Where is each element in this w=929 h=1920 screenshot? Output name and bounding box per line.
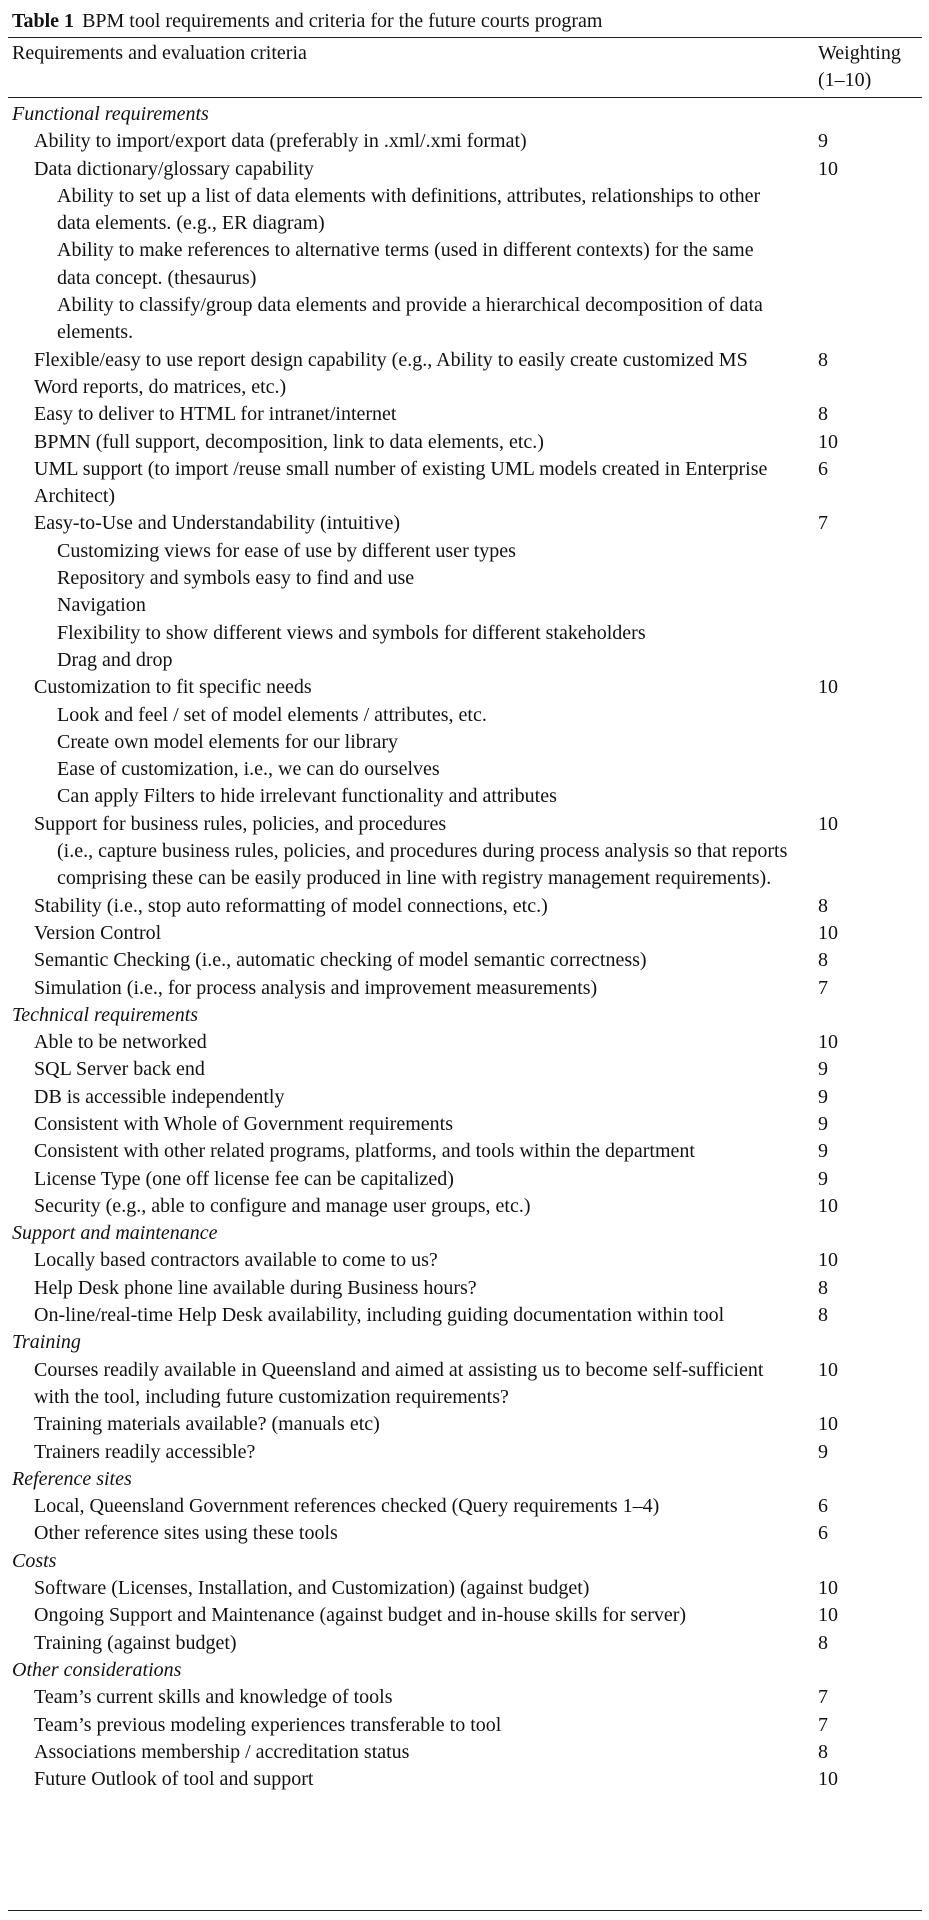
- weighting-value: [800, 838, 910, 893]
- category-label: Training: [12, 1331, 81, 1354]
- table-row: [0, 702, 929, 729]
- table-row: [0, 1411, 929, 1438]
- weighting-value: 6: [818, 1495, 828, 1518]
- table-row: [0, 1520, 929, 1547]
- criterion-text: Support for business rules, policies, and procedures: [34, 812, 447, 835]
- weighting-value: [800, 783, 910, 810]
- criterion-text: Ability to set up a list of data elements with definitions, attributes, relationships to other data elements. (e.g., ER diagram): [57, 184, 761, 235]
- weighting-value: [800, 756, 910, 783]
- table-row: [0, 592, 929, 619]
- weighting-value: 6: [818, 457, 828, 480]
- table-row: [0, 510, 929, 537]
- category-label: Functional requirements: [12, 103, 209, 125]
- weighting-value: 8: [818, 1631, 828, 1654]
- table-row: [0, 1302, 929, 1329]
- criterion-text: Can apply Filters to hide irrelevant functionality and attributes: [57, 785, 557, 808]
- table-row: [0, 1247, 929, 1274]
- table-row: [0, 401, 929, 428]
- weighting-value: 10: [818, 1031, 838, 1054]
- criterion-text: Other reference sites using these tools: [34, 1522, 338, 1545]
- weighting-value: 9: [818, 1112, 828, 1135]
- table-row: [0, 756, 929, 783]
- weighting-value: 8: [818, 1740, 828, 1763]
- criterion-text: Semantic Checking (i.e., automatic checking of model semantic correctness): [34, 949, 647, 972]
- criterion-text: License Type (one off license fee can be capitalized): [34, 1167, 454, 1190]
- column-header-weighting: [818, 40, 918, 94]
- category-label: Support and maintenance: [12, 1222, 218, 1245]
- criterion-text: Create own model elements for our library: [57, 730, 398, 753]
- table-row: [0, 1166, 929, 1193]
- weighting-value: 9: [818, 1058, 828, 1081]
- table-row: [0, 1439, 929, 1466]
- table-row: [0, 1275, 929, 1302]
- weighting-value: 7: [818, 512, 828, 535]
- weighting-value: 10: [818, 1358, 838, 1381]
- weighting-value: 10: [818, 1194, 838, 1217]
- weighting-header-line2: (1–10): [818, 69, 872, 91]
- table-row: [0, 838, 929, 893]
- table-row: [0, 975, 929, 1002]
- table-row: [0, 1357, 929, 1412]
- weighting-value: 10: [818, 157, 838, 180]
- weighting-value: 6: [818, 1522, 828, 1545]
- weighting-value: 8: [818, 403, 828, 426]
- table-row: [0, 347, 929, 402]
- criterion-text: Security (e.g., able to configure and manage user groups, etc.): [34, 1194, 531, 1217]
- criterion-text: Courses readily available in Queensland and aimed at assisting us to become self-sufficient with the tool, including future customization requirements?: [34, 1358, 764, 1408]
- weighting-value: 9: [818, 1167, 828, 1190]
- criterion-text: Training (against budget): [34, 1631, 237, 1654]
- weighting-value: 7: [818, 976, 828, 999]
- weighting-value: 10: [818, 1577, 838, 1600]
- criterion-text: Trainers readily accessible?: [34, 1440, 256, 1463]
- category-row: [0, 1220, 929, 1247]
- header-rule: [8, 97, 922, 98]
- criterion-text: Local, Queensland Government references checked (Query requirements 1–4): [34, 1495, 660, 1518]
- table-row: [0, 156, 929, 183]
- criterion-text: Customizing views for ease of use by different user types: [57, 539, 516, 562]
- criterion-text: Flexible/easy to use report design capability (e.g., Ability to easily create customized MS Word reports, do matrices, etc.): [34, 348, 748, 398]
- table-row: [0, 183, 929, 238]
- criterion-text: Locally based contractors available to come to us?: [34, 1249, 438, 1272]
- criterion-text: Associations membership / accreditation status: [34, 1740, 410, 1763]
- weighting-value: [800, 1657, 910, 1684]
- table-row: [0, 811, 929, 838]
- criterion-text: UML support (to import /reuse small number of existing UML models created in Enterprise Architect): [34, 457, 768, 508]
- category-label: Technical requirements: [12, 1003, 199, 1026]
- table-row: [0, 783, 929, 810]
- weighting-value: [800, 1002, 910, 1029]
- table-row: [0, 1684, 929, 1711]
- table-row: [0, 920, 929, 947]
- criterion-text: Team’s previous modeling experiences transferable to tool: [34, 1713, 502, 1736]
- table-row: [0, 565, 929, 592]
- weighting-value: 8: [818, 894, 828, 917]
- table-row: [0, 1193, 929, 1220]
- table-row: [0, 456, 929, 511]
- criterion-text: (i.e., capture business rules, policies, and procedures during process analysis so that reports comprising these can be easily produced in line with registry management requirements).: [57, 840, 788, 890]
- weighting-value: 10: [818, 1249, 838, 1272]
- criterion-text: Team’s current skills and knowledge of tools: [34, 1686, 393, 1709]
- weighting-value: [800, 1548, 910, 1575]
- weighting-value: 8: [818, 1304, 828, 1327]
- weighting-value: 10: [818, 1604, 838, 1627]
- criterion-text: Easy-to-Use and Understandability (intuitive): [34, 512, 401, 535]
- weighting-value: 7: [818, 1686, 828, 1709]
- table-row: [0, 1602, 929, 1629]
- weighting-value: [800, 565, 910, 592]
- table-row: [0, 1111, 929, 1138]
- criterion-text: Drag and drop: [57, 648, 173, 671]
- weighting-value: [800, 292, 910, 347]
- table-row: [0, 1712, 929, 1739]
- criterion-text: Look and feel / set of model elements / attributes, etc.: [57, 703, 487, 726]
- table-row: [0, 237, 929, 292]
- criterion-text: Simulation (i.e., for process analysis and improvement measurements): [34, 976, 598, 999]
- table-row: [0, 1056, 929, 1083]
- weighting-value: [800, 647, 910, 674]
- weighting-value: 8: [818, 949, 828, 972]
- table-row: [0, 1766, 929, 1793]
- table-row: [0, 947, 929, 974]
- category-row: [0, 1548, 929, 1575]
- weighting-value: 10: [818, 676, 838, 699]
- weighting-value: 10: [818, 921, 838, 944]
- top-rule: [8, 37, 922, 38]
- table-body: [0, 101, 929, 1793]
- weighting-value: [800, 183, 910, 238]
- category-row: [0, 1466, 929, 1493]
- weighting-value: [800, 1220, 910, 1247]
- criterion-text: Future Outlook of tool and support: [34, 1768, 314, 1791]
- table-row: [0, 1029, 929, 1056]
- column-header-criteria: Requirements and evaluation criteria: [12, 42, 307, 64]
- table-row: [0, 893, 929, 920]
- table-title: BPM tool requirements and criteria for the future courts program: [82, 10, 603, 32]
- table-row: [0, 674, 929, 701]
- weighting-value: [800, 538, 910, 565]
- table-row: [0, 429, 929, 456]
- table-row: [0, 647, 929, 674]
- criterion-text: Flexibility to show different views and symbols for different stakeholders: [57, 621, 646, 644]
- criterion-text: Training materials available? (manuals etc): [34, 1413, 380, 1436]
- table-row: [0, 538, 929, 565]
- weighting-value: [800, 702, 910, 729]
- table-row: [0, 1630, 929, 1657]
- criterion-text: On-line/real-time Help Desk availability, including guiding documentation within tool: [34, 1304, 725, 1327]
- table-row: [0, 292, 929, 347]
- criterion-text: Version Control: [34, 921, 162, 944]
- weighting-value: 8: [818, 348, 828, 371]
- weighting-value: 10: [818, 430, 838, 453]
- criterion-text: Help Desk phone line available during Business hours?: [34, 1276, 477, 1299]
- criterion-text: Easy to deliver to HTML for intranet/internet: [34, 403, 397, 426]
- criterion-text: Repository and symbols easy to find and use: [57, 567, 415, 590]
- table-row: [0, 620, 929, 647]
- criterion-text: Consistent with other related programs, platforms, and tools within the department: [34, 1140, 695, 1163]
- criterion-text: Data dictionary/glossary capability: [34, 157, 314, 180]
- category-label: Other considerations: [12, 1658, 182, 1681]
- table-label: Table 1: [12, 10, 75, 32]
- criterion-text: Navigation: [57, 594, 146, 617]
- weighting-value: 9: [818, 130, 828, 153]
- criterion-text: Stability (i.e., stop auto reformatting of model connections, etc.): [34, 894, 548, 917]
- category-row: [0, 1657, 929, 1684]
- weighting-value: [800, 101, 910, 128]
- criterion-text: Ongoing Support and Maintenance (against budget and in-house skills for server): [34, 1604, 687, 1627]
- weighting-value: 9: [818, 1085, 828, 1108]
- criterion-text: DB is accessible independently: [34, 1085, 285, 1108]
- weighting-value: [800, 620, 910, 647]
- weighting-value: 10: [818, 812, 838, 835]
- table-row: [0, 1084, 929, 1111]
- weighting-value: [800, 729, 910, 756]
- table-row: [0, 128, 929, 155]
- weighting-value: 10: [818, 1413, 838, 1436]
- category-label: Reference sites: [12, 1467, 132, 1490]
- criterion-text: Ability to import/export data (preferably in .xml/.xmi format): [34, 130, 527, 153]
- category-row: [0, 101, 929, 128]
- weighting-value: [800, 1329, 910, 1356]
- criterion-text: Consistent with Whole of Government requirements: [34, 1112, 453, 1135]
- weighting-value: 10: [818, 1768, 838, 1791]
- weighting-value: [800, 1466, 910, 1493]
- category-row: [0, 1002, 929, 1029]
- criterion-text: BPMN (full support, decomposition, link to data elements, etc.): [34, 430, 544, 453]
- criterion-text: Able to be networked: [34, 1031, 207, 1054]
- table-row: [0, 1575, 929, 1602]
- weighting-value: 9: [818, 1140, 828, 1163]
- table-caption: [12, 6, 602, 36]
- table-row: [0, 1138, 929, 1165]
- weighting-header-line1: Weighting: [818, 42, 901, 64]
- weighting-value: 9: [818, 1440, 828, 1463]
- bottom-rule: [8, 1910, 922, 1911]
- table-row: [0, 1493, 929, 1520]
- category-label: Costs: [12, 1549, 57, 1572]
- table-row: [0, 1739, 929, 1766]
- category-row: [0, 1329, 929, 1356]
- criterion-text: Ability to classify/group data elements and provide a hierarchical decomposition of data elements.: [57, 294, 763, 344]
- criterion-text: Customization to fit specific needs: [34, 676, 312, 699]
- table-row: [0, 729, 929, 756]
- criterion-text: Software (Licenses, Installation, and Customization) (against budget): [34, 1577, 590, 1600]
- weighting-value: [800, 592, 910, 619]
- weighting-value: 7: [818, 1713, 828, 1736]
- criterion-text: Ability to make references to alternative terms (used in different contexts) for the same data concept. (thesaurus): [57, 239, 754, 289]
- criterion-text: SQL Server back end: [34, 1058, 205, 1081]
- weighting-value: [800, 237, 910, 292]
- criterion-text: Ease of customization, i.e., we can do ourselves: [57, 758, 440, 781]
- weighting-value: 8: [818, 1276, 828, 1299]
